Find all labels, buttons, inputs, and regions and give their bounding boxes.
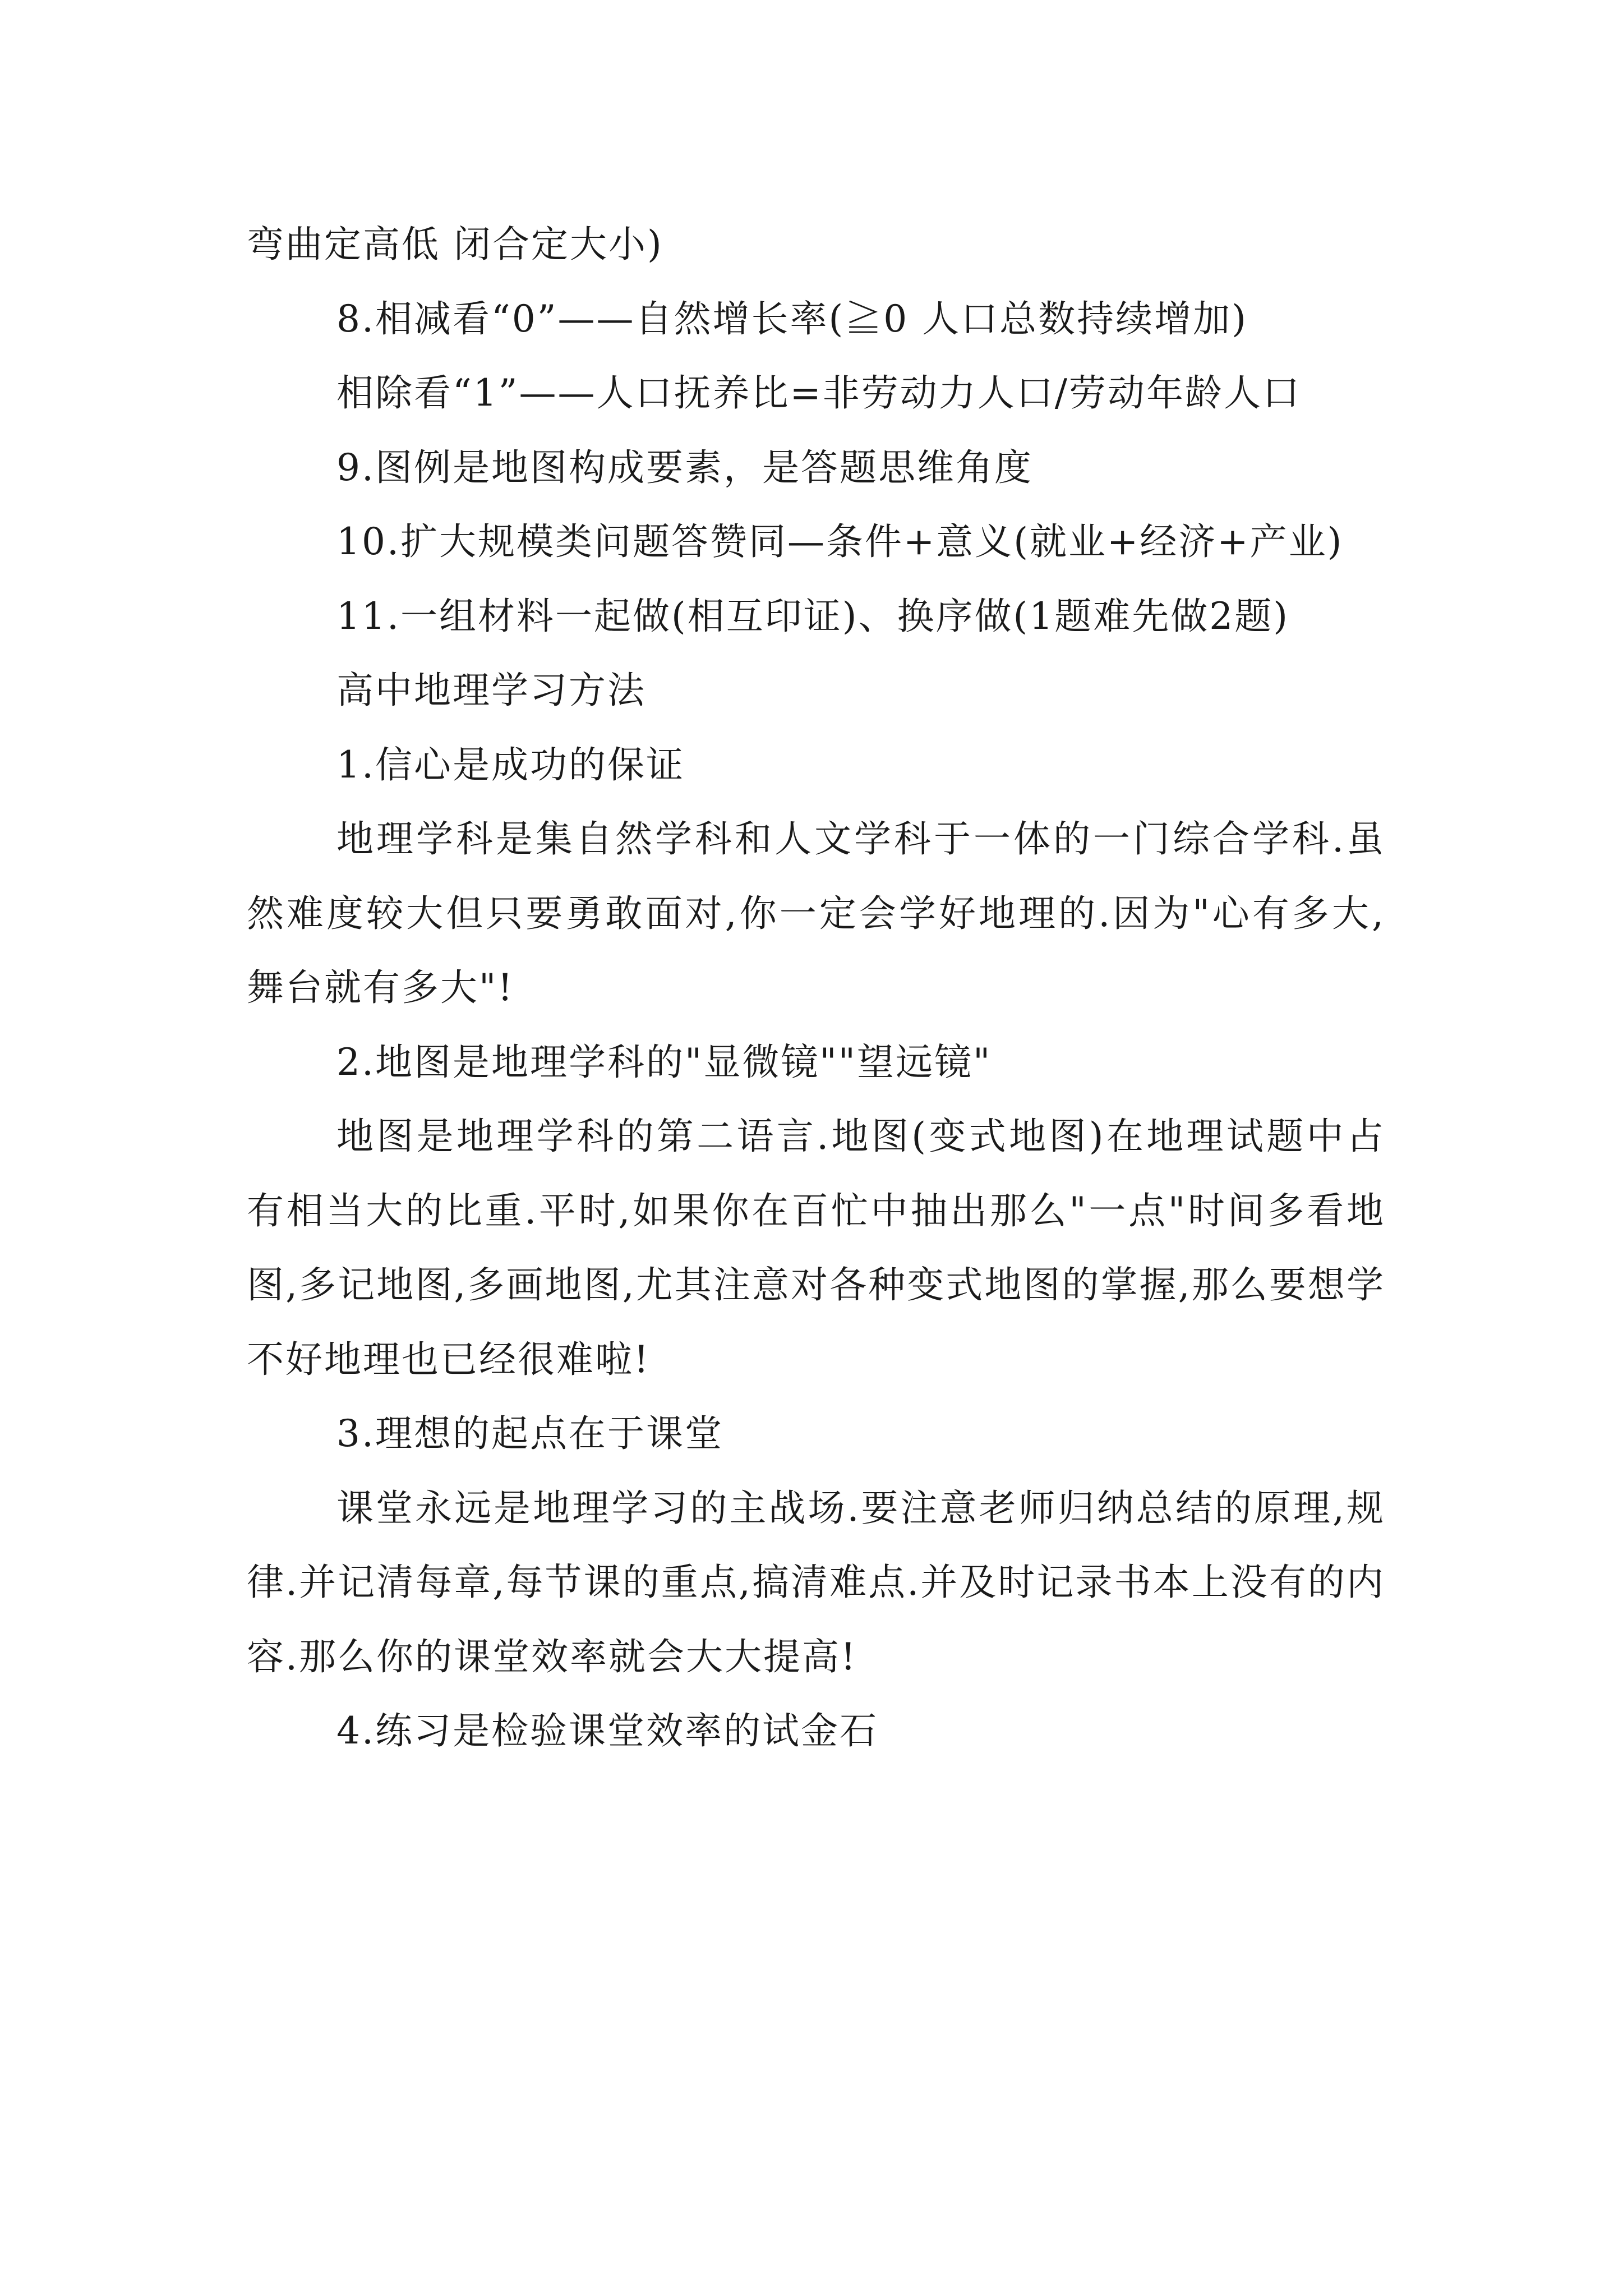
- paragraph: 10.扩大规模类问题答赞同—条件+意义(就业+经济+产业): [336, 520, 1344, 563]
- subheading: 1.信心是成功的保证: [336, 743, 685, 786]
- paragraph: 地理学科是集自然学科和人文学科于一体的一门综合学科.虽然难度较大但只要勇敢面对,你一定会学好地理的.因为"心有多大,舞台就有多大"!: [247, 817, 1385, 1009]
- paragraph: 弯曲定高低 闭合定大小): [247, 223, 663, 266]
- paragraph: 课堂永远是地理学习的主战场.要注意老师归纳总结的原理,规律.并记清每章,每节课的重点,搞清难点.并及时记录书本上没有的内容.那么你的课堂效率就会大大提高!: [247, 1486, 1385, 1678]
- paragraph: 9.图例是地图构成要素，是答题思维角度: [336, 445, 1033, 489]
- body-text: [247, 208, 1385, 1769]
- section-heading: 高中地理学习方法: [336, 669, 646, 712]
- paragraph: 地图是地理学科的第二语言.地图(变式地图)在地理试题中占有相当大的比重.平时,如果你在百忙中抽出那么"一点"时间多看地图,多记地图,多画地图,尤其注意对各种变式地图的掌握,那么要想学不好地理也已经很难啦!: [247, 1115, 1385, 1381]
- paragraph: 相除看“1”——人口抚养比=非劳动力人口/劳动年龄人口: [336, 371, 1302, 415]
- subheading: 4.练习是检验课堂效率的试金石: [336, 1709, 878, 1752]
- paragraph: 8.相减看“0”——自然增长率(≧0 人口总数持续增加): [336, 297, 1248, 341]
- paragraph: 11.一组材料一起做(相互印证)、换序做(1题难先做2题): [336, 594, 1289, 638]
- subheading: 3.理想的起点在于课堂: [336, 1412, 723, 1455]
- subheading: 2.地图是地理学科的"显微镜""望远镜": [336, 1040, 992, 1084]
